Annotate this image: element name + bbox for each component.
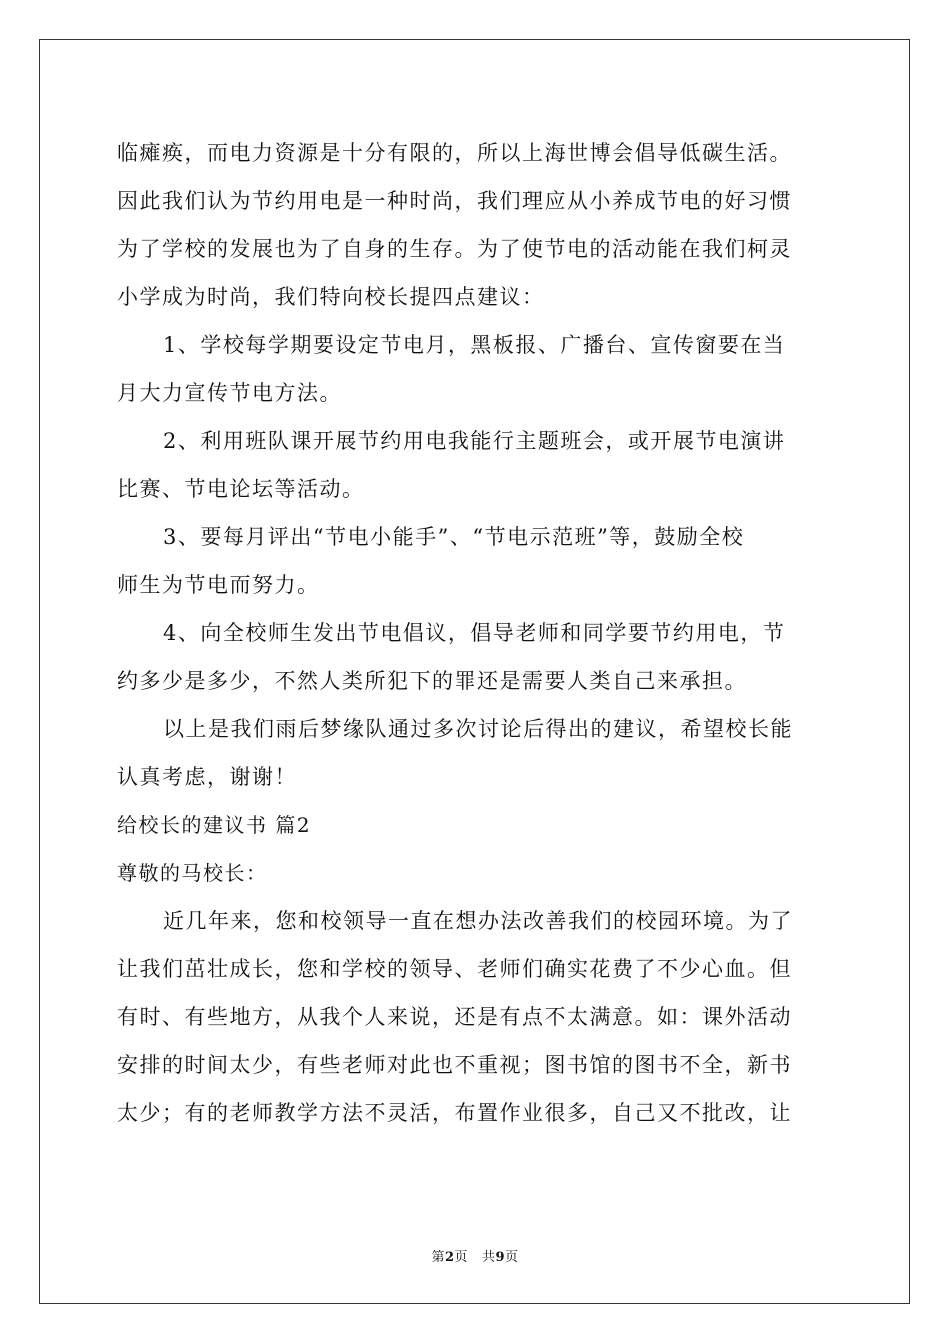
paragraph-line: 让我们茁壮成长，您和学校的领导、老师们确实花费了不少心血。但 — [117, 957, 792, 981]
total-prefix: 共 — [481, 1250, 496, 1265]
paragraph-line: 月大力宣传节电方法。 — [117, 381, 342, 405]
page-suffix: 页 — [454, 1250, 469, 1265]
suggestion-2-line: 2、利用班队课开展节约用电我能行主题班会，或开展节电演讲 — [163, 429, 786, 453]
section-heading: 给校长的建议书 篇2 — [117, 813, 312, 837]
paragraph-line: 小学成为时尚，我们特向校长提四点建议： — [117, 285, 545, 309]
total-page-number: 9 — [495, 1250, 506, 1265]
paragraph-line: 有时、有些地方，从我个人来说，还是有点不太满意。如：课外活动 — [117, 1005, 792, 1029]
paragraph-line: 约多少是多少，不然人类所犯下的罪还是需要人类自己来承担。 — [117, 669, 747, 693]
total-suffix: 页 — [505, 1250, 519, 1265]
paragraph-line: 临瘫痪，而电力资源是十分有限的，所以上海世博会倡导低碳生活。 — [117, 141, 792, 165]
paragraph-line: 师生为节电而努力。 — [117, 573, 320, 597]
paragraph-line: 太少；有的老师教学方法不灵活，布置作业很多，自己又不批改，让 — [117, 1101, 792, 1125]
paragraph-line: 安排的时间太少，有些老师对此也不重视；图书馆的图书不全，新书 — [117, 1053, 792, 1077]
paragraph-line: 认真考虑，谢谢！ — [117, 765, 297, 789]
page-footer — [0, 1246, 950, 1265]
closing-paragraph-line: 以上是我们雨后梦缘队通过多次讨论后得出的建议，希望校长能 — [163, 717, 793, 741]
document-body — [117, 129, 837, 1137]
suggestion-4-line: 4、向全校师生发出节电倡议，倡导老师和同学要节约用电，节 — [163, 621, 786, 645]
current-page-number: 2 — [444, 1250, 455, 1265]
paragraph-line: 因此我们认为节约用电是一种时尚，我们理应从小养成节电的好习惯 — [117, 189, 792, 213]
paragraph-line: 近几年来，您和校领导一直在想办法改善我们的校园环境。为了 — [163, 909, 793, 933]
paragraph-line: 为了学校的发展也为了自身的生存。为了使节电的活动能在我们柯灵 — [117, 237, 792, 261]
paragraph-line: 比赛、节电论坛等活动。 — [117, 477, 365, 501]
salutation: 尊敬的马校长： — [117, 861, 268, 885]
suggestion-3-line: 3、要每月评出“节电小能手”、“节电示范班”等，鼓励全校 — [163, 525, 745, 549]
suggestion-1-line: 1、学校每学期要设定节电月，黑板报、广播台、宣传窗要在当 — [163, 333, 786, 357]
page-prefix: 第 — [431, 1250, 445, 1265]
